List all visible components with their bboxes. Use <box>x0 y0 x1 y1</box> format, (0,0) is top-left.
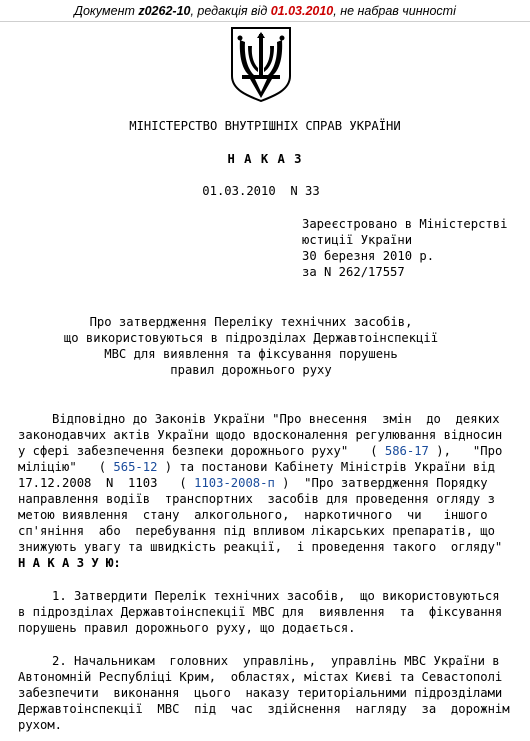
doc-prefix: Документ <box>74 4 139 18</box>
preamble-line-1: Відповідно до Законів України "Про внесення змін до деяких <box>52 412 500 426</box>
item-1-line-2: в підрозділах Державтоінспекції МВС для виявлення та фіксування <box>18 605 503 619</box>
header-divider <box>0 21 530 22</box>
registration-line-4: за N 262/17557 <box>302 265 405 279</box>
preamble-line-3: у сфері забезпечення безпеки дорожнього руху" ( 586-17 ), "Про <box>18 444 503 458</box>
redaction-date: 01.03.2010 <box>270 4 334 18</box>
subject-line-2: що використовуються в підрозділах Державтоінспекції <box>63 331 439 345</box>
item-1-line-1: 1. Затвердити Перелік технічних засобів, що використовуються <box>52 589 500 603</box>
doc-number: z0262-10 <box>138 4 191 18</box>
item-2-line-3: забезпечити виконання цього наказу територіальними підрозділами <box>18 686 503 700</box>
law-link-1103-2008-p[interactable]: 1103-2008-п <box>194 476 275 490</box>
preamble-line-2: законодавчих актів України щодо вдосконалення регулювання відносин <box>18 428 503 442</box>
trident-icon <box>228 26 294 102</box>
preamble-line-7: метою виявлення стану алкогольного, наркотичного чи іншого <box>18 508 488 522</box>
preamble-line-6: направлення водіїв транспортних засобів для проведення огляду з <box>18 492 495 506</box>
preamble-line-4: міліцію" ( 565-12 ) та постанови Кабінету Міністрів України від <box>18 460 495 474</box>
item-1-line-3: порушень правил дорожнього руху, що додається. <box>18 621 356 635</box>
document-status-bar <box>0 0 530 22</box>
subject-line-3: МВС для виявлення та фіксування порушень <box>104 347 398 361</box>
redaction-label: , редакція від <box>190 4 271 18</box>
order-date-number: 01.03.2010 N 33 <box>202 184 320 198</box>
status-text: , не набрав чинності <box>333 4 456 18</box>
registration-line-1: Зареєстровано в Міністерстві <box>302 217 508 231</box>
item-2-line-2: Автономній Республіці Крим, областях, містах Києві та Севастополі <box>18 670 503 684</box>
registration-line-2: юстиції України <box>302 233 413 247</box>
law-link-565-12[interactable]: 565-12 <box>113 460 158 474</box>
item-2-line-5: рухом. <box>18 718 63 732</box>
subject-line-4: правил дорожнього руху <box>170 363 332 377</box>
registration-line-3: 30 березня 2010 р. <box>302 249 435 263</box>
preamble-line-5: 17.12.2008 N 1103 ( 1103-2008-п ) "Про затвердження Порядку <box>18 476 488 490</box>
preamble-line-8: сп'яніння або перебування під впливом лікарських препаратів, що <box>18 524 495 538</box>
item-2-line-4: Державтоінспекції МВС під час здійснення нагляду за дорожнім <box>18 702 510 716</box>
order-directive: Н А К А З У Ю: <box>18 556 121 570</box>
subject-line-1: Про затвердження Переліку технічних засобів, <box>89 315 413 329</box>
item-2-line-1: 2. Начальникам головних управлінь, управлінь МВС України в <box>52 654 500 668</box>
ministry-name: МІНІСТЕРСТВО ВНУТРІШНІХ СПРАВ УКРАЇНИ <box>129 119 401 133</box>
preamble-line-9: знижують увагу та швидкість реакції, і проведення такого огляду" <box>18 540 503 554</box>
law-link-586-17[interactable]: 586-17 <box>384 444 429 458</box>
order-title: Н А К А З <box>227 152 303 166</box>
